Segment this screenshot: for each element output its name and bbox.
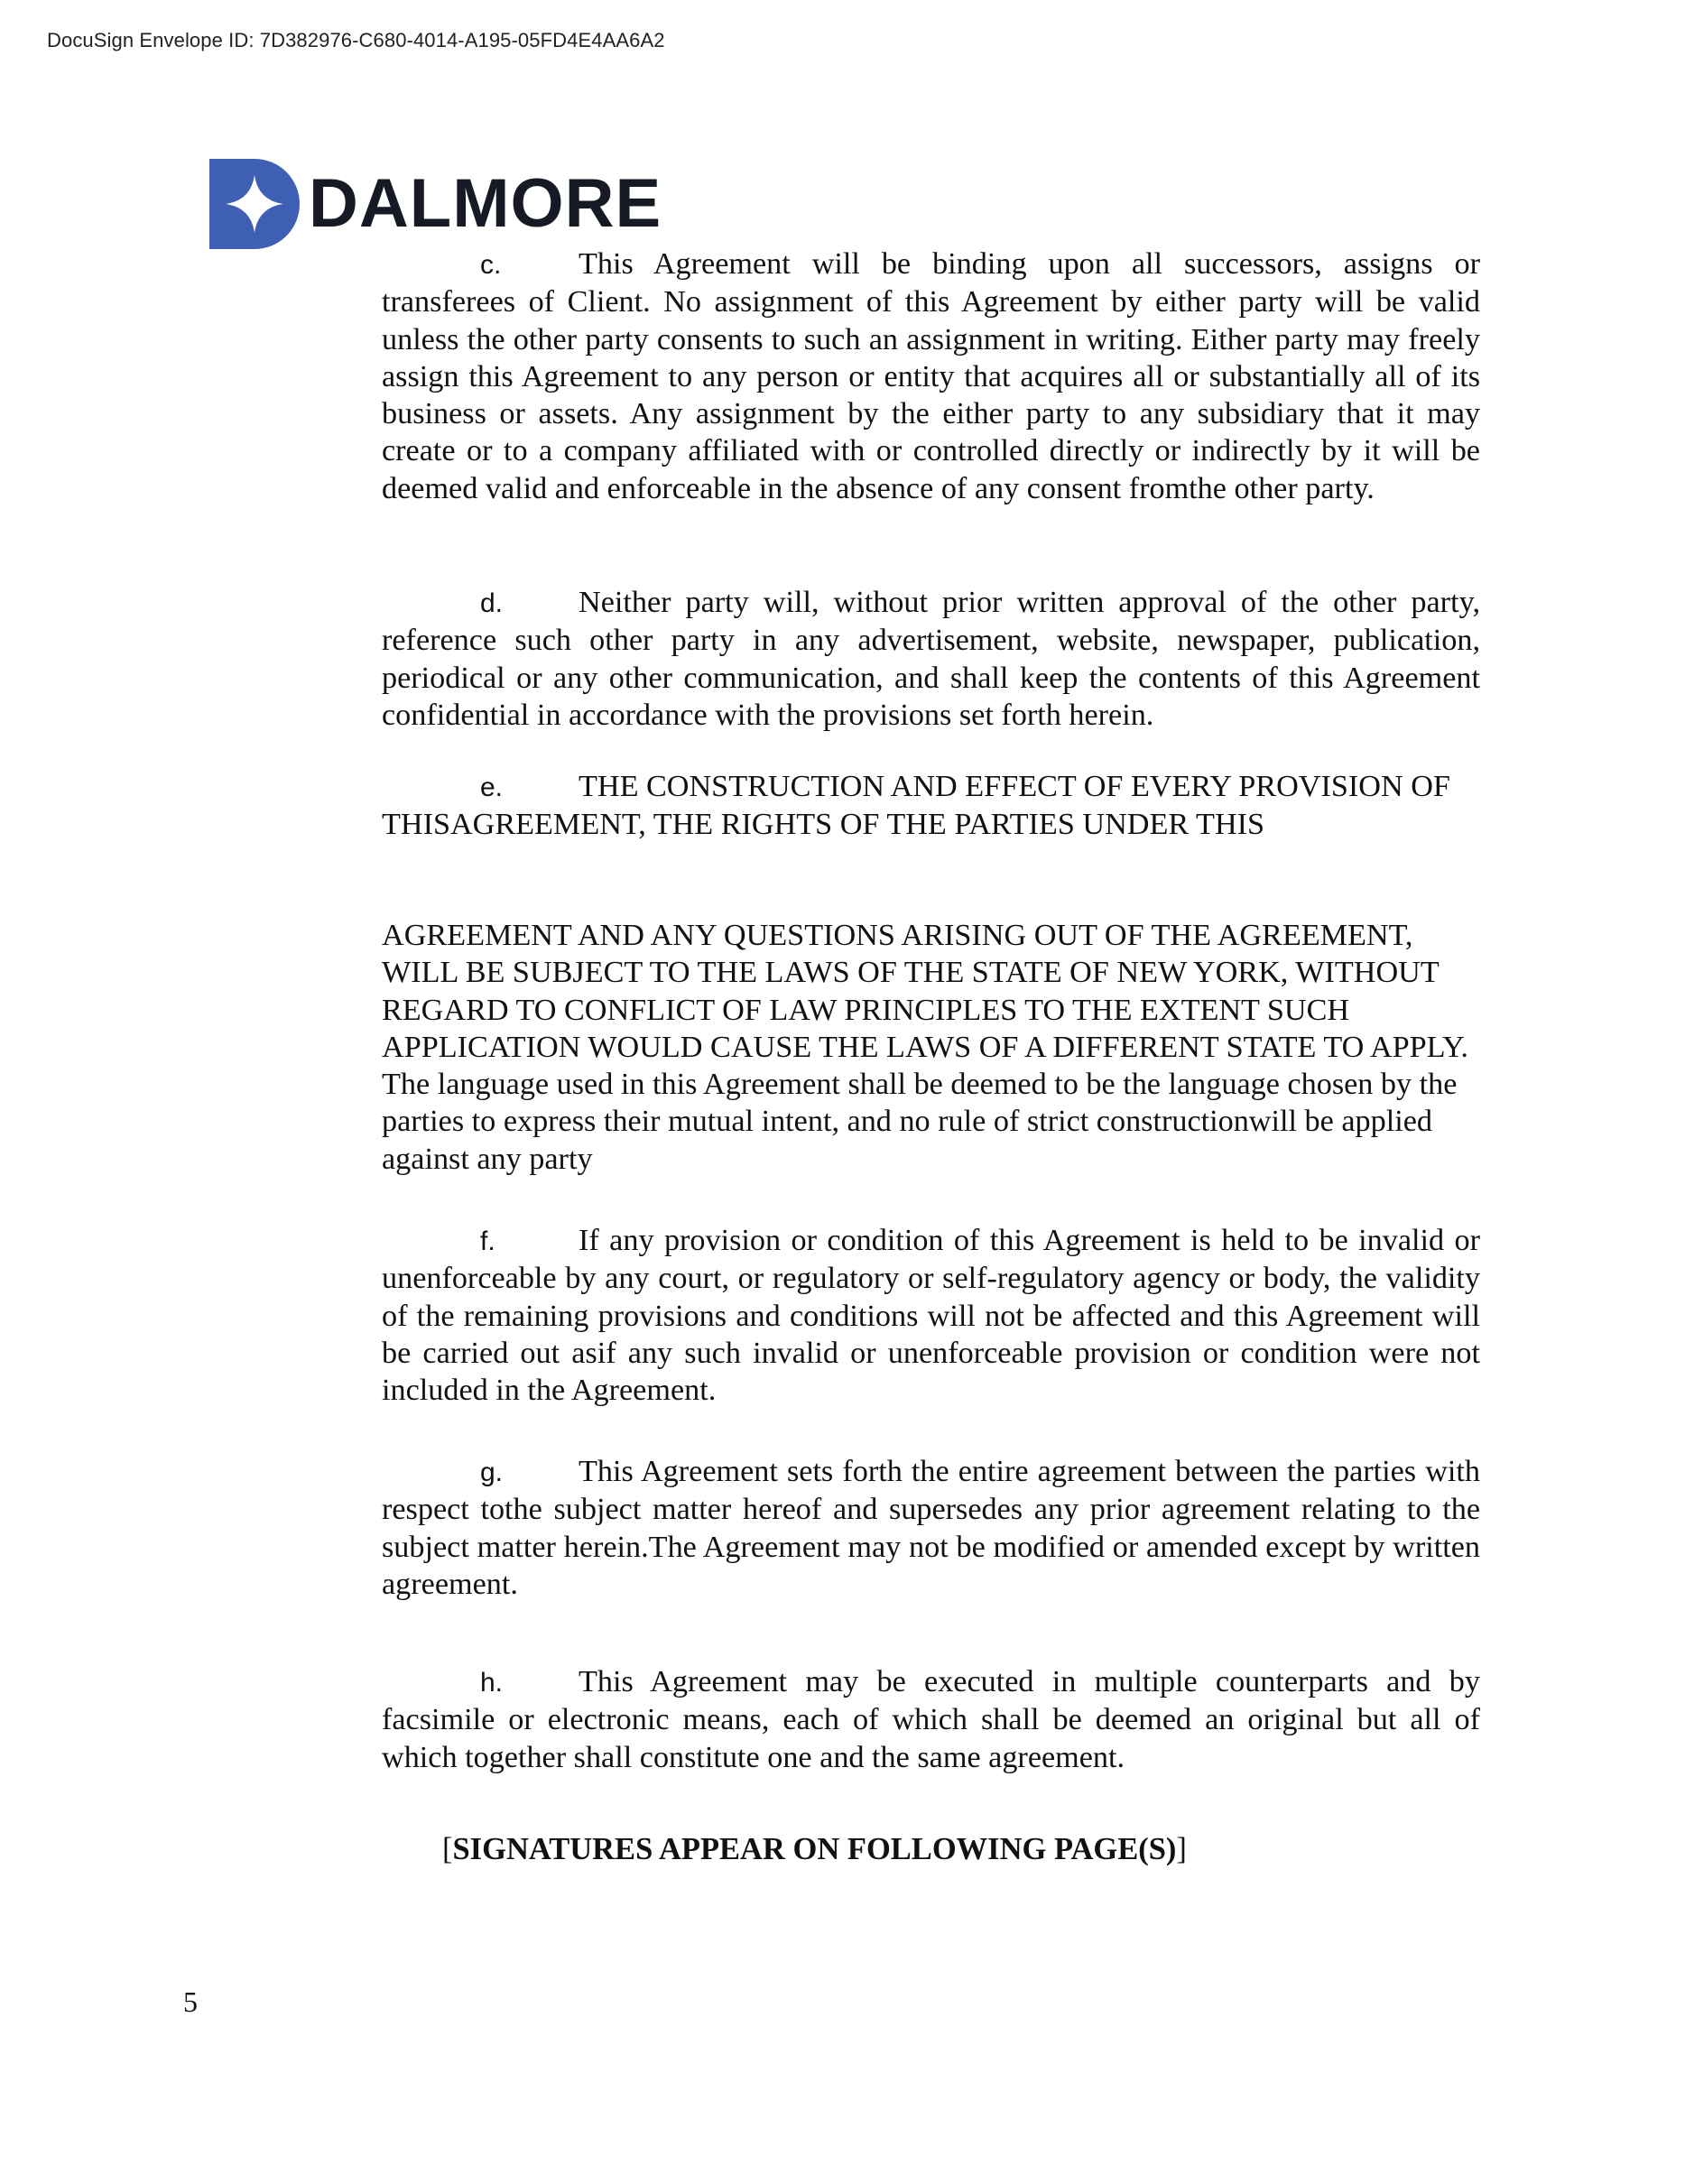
signature-notice-close-bracket: ] xyxy=(1176,1832,1187,1866)
section-g xyxy=(382,1453,1480,1603)
signature-notice xyxy=(442,1832,1187,1867)
section-d-label: d. xyxy=(480,588,504,618)
section-e-text-part1: THE CONSTRUCTION AND EFFECT OF EVERY PROVISION OF THISAGREEMENT, THE RIGHTS OF THE PARTIES UNDER THIS xyxy=(382,770,1450,842)
page-number: 5 xyxy=(183,1985,198,2018)
section-e-text-part2: AGREEMENT AND ANY QUESTIONS ARISING OUT OF THE AGREEMENT, WILL BE SUBJECT TO THE LAWS OF THE STATE OF NEW YORK, WITHOUT REGARD TO CONFLICT OF LAW PRINCIPLES TO THE EXTENT SUCH APPLICATION WOULD CAUSE THE LAWS OF A DIFFERENT STATE TO APPLY. The language used in this Agreement shall be deemed to be the language chosen by the parties to express their mutual intent, and no rule of strict constructionwill be applied against any party xyxy=(382,919,1468,1176)
section-h xyxy=(382,1663,1480,1776)
section-f xyxy=(382,1222,1480,1409)
logo-wordmark: DALMORE xyxy=(309,165,662,242)
section-c-text: This Agreement will be binding upon all successors, assigns or transferees of Client. No assignment of this Agreement by either party will be valid unless the other party consents to such an assignment in writing. Either party may freely assign this Agreement to any person or entity that acquires all or substantially all of its business or assets. Any assignment by the either party to any subsidiary that it may create or to a company affiliated with or controlled directly or indirectly by it will be deemed valid and enforceable in the absence of any consent fromthe other party. xyxy=(382,247,1480,505)
section-g-text: This Agreement sets forth the entire agreement between the parties with respect tothe subject matter hereof and supersedes any prior agreement relating to the subject matter herein.The Agreement may not be modified or amended except by written agreement. xyxy=(382,1455,1480,1601)
section-c xyxy=(382,245,1480,507)
section-g-label: g. xyxy=(480,1458,504,1487)
signature-notice-open-bracket: [ xyxy=(442,1832,453,1866)
signature-notice-text: SIGNATURES APPEAR ON FOLLOWING PAGE(S) xyxy=(452,1832,1177,1866)
section-f-label: f. xyxy=(480,1226,495,1256)
dalmore-logo-icon xyxy=(209,159,300,249)
section-d-text: Neither party will, without prior written approval of the other party, reference such other party in any advertisement, website, newspaper, publication, periodical or any other communication, and shall keep the contents of this Agreement confidential in accordance with the provisions set forth herein. xyxy=(382,586,1480,732)
docusign-envelope-id: DocuSign Envelope ID: 7D382976-C680-4014-A195-05FD4E4AA6A2 xyxy=(47,29,665,51)
section-c-label: c. xyxy=(480,250,502,280)
section-h-text: This Agreement may be executed in multiple counterparts and by facsimile or electronic means, each of which shall be deemed an original but all of which together shall constitute one and the same agreement. xyxy=(382,1665,1480,1774)
section-d xyxy=(382,584,1480,734)
section-f-text: If any provision or condition of this Agreement is held to be invalid or unenforceable by any court, or regulatory or self-regulatory agency or body, the validity of the remaining provisions and conditions will not be affected and this Agreement will be carried out asif any such invalid or unenforceable provision or condition were not included in the Agreement. xyxy=(382,1224,1480,1408)
section-e-part1 xyxy=(382,768,1480,844)
dalmore-logo xyxy=(209,159,679,249)
section-h-label: h. xyxy=(480,1668,504,1698)
section-e-part2 xyxy=(382,917,1480,1178)
section-e-label: e. xyxy=(480,773,504,802)
